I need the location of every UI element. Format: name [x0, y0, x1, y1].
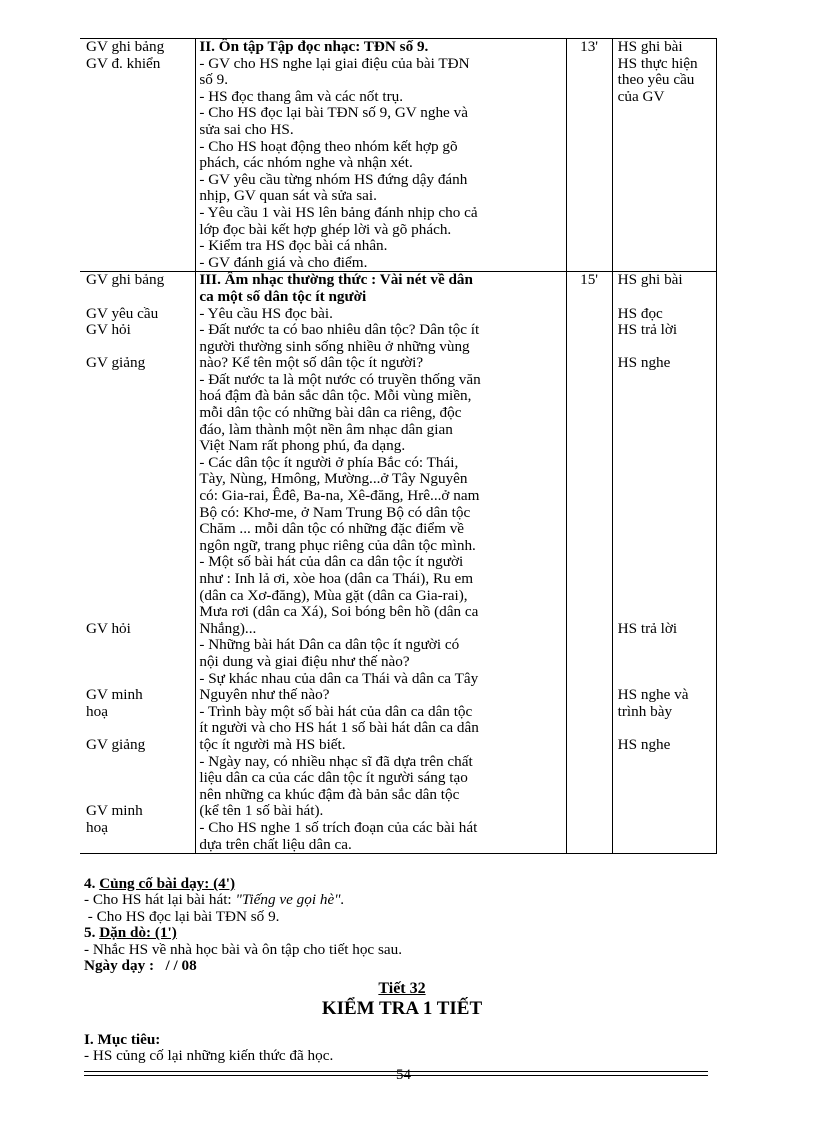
- content-line: Nhắng)...: [199, 619, 257, 637]
- spacer: [613, 637, 716, 654]
- student-activity-line: trình bày: [617, 702, 673, 720]
- content-line: - Ngày nay, có nhiều nhạc sĩ đã dựa trên chất: [199, 752, 473, 770]
- content-line: hoá đậm đà bản sắc dân tộc. Mỗi vùng miền,: [199, 387, 472, 405]
- spacer: [613, 388, 716, 405]
- student-activity-line: HS thực hiện: [617, 54, 698, 72]
- spacer: [613, 505, 716, 522]
- teacher-activity-line: GV giảng: [86, 735, 146, 753]
- content-line: như : Inh lả ơi, xòe hoa (dân ca Thái), Ru em: [199, 570, 474, 587]
- spacer: [613, 405, 716, 422]
- spacer: [613, 289, 716, 306]
- content-line: nội dung và giai điệu như thế nào?: [199, 652, 410, 670]
- spacer: [80, 554, 195, 571]
- spacer: [80, 637, 195, 654]
- spacer: [613, 554, 716, 571]
- spacer: [80, 720, 195, 737]
- content-line: - Cho HS nghe 1 số trích đoạn của các bài hát: [199, 818, 478, 836]
- content-line: Bộ có: Khơ-me, ở Nam Trung Bộ có dân tộc: [199, 503, 471, 521]
- table-row: [80, 39, 717, 272]
- content-line: - Những bài hát Dân ca dân tộc ít người có: [199, 636, 460, 654]
- consolidation-section: [84, 876, 714, 974]
- content-line: (dân ca Xơ-đăng), Mùa gặt (dân ca Gia-rai),: [199, 586, 468, 604]
- teacher-activity-line: GV hỏi: [86, 321, 131, 339]
- content-cell: [196, 39, 566, 272]
- student-activity-line: theo yêu cầu: [617, 71, 695, 89]
- spacer: [613, 604, 716, 621]
- content-line: nhịp, GV quan sát và sửa sai.: [199, 187, 377, 205]
- content-line: Việt Nam rất phong phú, đa dạng.: [199, 437, 406, 455]
- spacer: [613, 571, 716, 588]
- spacer: [613, 521, 716, 538]
- spacer: [613, 671, 716, 688]
- teacher-activity-line: GV ghi bảng: [86, 38, 165, 55]
- spacer: [80, 521, 195, 538]
- student-activity-line: của GV: [617, 87, 665, 105]
- spacer: [613, 339, 716, 356]
- content-line: - Một số bài hát của dân ca dân tộc ít người: [199, 553, 464, 571]
- content-line: - Sự khác nhau của dân ca Thái và dân ca Tây: [199, 669, 479, 687]
- content-line: lớp đọc bài kết hợp ghép lời và gõ phách.: [199, 220, 452, 238]
- teacher-activity-line: GV ghi bảng: [86, 271, 165, 289]
- spacer: [80, 388, 195, 405]
- content-line: Nguyên như thế nào?: [199, 686, 330, 704]
- spacer: [80, 604, 195, 621]
- content-line: ít người và cho HS hát 1 số bài hát dân ca dân: [199, 719, 479, 737]
- objective-line: - HS củng cố lại những kiến thức đã học.: [84, 1047, 334, 1065]
- spacer: [613, 488, 716, 505]
- teacher-activity-line: GV minh: [86, 686, 143, 704]
- spacer: [80, 588, 195, 605]
- section-5-heading: [84, 925, 714, 941]
- spacer: [80, 372, 195, 389]
- content-line: Tày, Nùng, Hmông, Mường...ở Tây Nguyên: [199, 470, 468, 488]
- spacer: [613, 538, 716, 555]
- content-line: - GV yêu cầu từng nhóm HS đứng dậy đánh: [199, 170, 468, 188]
- teacher-activity-line: hoạ: [86, 702, 108, 720]
- spacer: [613, 654, 716, 671]
- time-value: 13': [580, 38, 599, 55]
- spacer: [80, 538, 195, 555]
- content-line: - GV đánh giá và cho điểm.: [199, 253, 368, 271]
- spacer: [80, 770, 195, 787]
- student-activity-line: HS nghe và: [617, 686, 689, 704]
- table-row: [80, 272, 717, 854]
- teacher-activity-cell: [80, 39, 196, 272]
- student-activity-line: HS đọc: [617, 304, 663, 322]
- content-line: - HS đọc thang âm và các nốt trụ.: [199, 87, 404, 105]
- objective-heading: I. Mục tiêu:: [84, 1031, 161, 1048]
- section-number: 4.: [84, 875, 100, 892]
- song-title: "Tiếng ve gọi hè".: [235, 891, 345, 909]
- spacer: [80, 488, 195, 505]
- spacer: [80, 339, 195, 356]
- spacer: [80, 422, 195, 439]
- spacer: [613, 438, 716, 455]
- section-number: 5.: [84, 924, 100, 942]
- student-activity-line: HS nghe: [617, 735, 671, 753]
- section-title: III. Âm nhạc thường thức : Vài nét về dân: [199, 271, 473, 289]
- content-line: - Kiểm tra HS đọc bài cá nhân.: [199, 237, 388, 255]
- lesson-heading: [80, 980, 724, 1020]
- section-4-line: [84, 892, 714, 908]
- content-line: - Các dân tộc ít người ở phía Bắc có: Thái,: [199, 453, 459, 471]
- content-line: Chăm ... mỗi dân tộc có những đặc điểm về: [199, 520, 465, 538]
- spacer: [80, 654, 195, 671]
- page-number: 54: [396, 1067, 411, 1083]
- student-activity-cell: [612, 272, 716, 854]
- content-line: phách, các nhóm nghe và nhận xét.: [199, 154, 413, 172]
- student-activity-line: HS nghe: [617, 354, 671, 372]
- section-title: ca một số dân tộc ít người: [199, 287, 367, 305]
- content-line: - Yêu cầu HS đọc bài.: [199, 304, 333, 322]
- content-line: (kể tên 1 số bài hát).: [199, 802, 324, 820]
- content-line: liệu dân ca của các dân tộc ít người sáng tạo: [199, 769, 468, 787]
- content-line: tộc ít người mà HS biết.: [199, 735, 346, 753]
- content-line: - Đất nước ta có bao nhiêu dân tộc? Dân tộc ít: [199, 321, 480, 339]
- spacer: [613, 720, 716, 737]
- content-line: - GV cho HS nghe lại giai điệu của bài TĐN: [199, 54, 470, 72]
- section-4-heading: [84, 876, 714, 892]
- spacer: [80, 289, 195, 306]
- content-line: ngôn ngữ, trang phục riêng của dân tộc mình.: [199, 536, 476, 554]
- time-cell: [566, 272, 612, 854]
- spacer: [613, 422, 716, 439]
- spacer: [613, 588, 716, 605]
- time-cell: [566, 39, 612, 272]
- student-activity-line: HS trả lời: [617, 619, 678, 637]
- content-line: có: Gia-rai, Êđê, Ba-na, Xê-đăng, Hrê...ở nam: [199, 487, 480, 505]
- lesson-title: KIỂM TRA 1 TIẾT: [321, 998, 483, 1019]
- content-line: dựa trên chất liệu dân ca.: [199, 835, 352, 853]
- content-line: đáo, làm thành một nền âm nhạc dân gian: [199, 420, 453, 438]
- section-title: Dặn dò: (1'): [99, 924, 177, 942]
- spacer: [80, 571, 195, 588]
- content-line: sửa sai cho HS.: [199, 120, 294, 138]
- period-number: Tiết 32: [378, 980, 426, 997]
- content-line: - Đất nước ta là một nước có truyền thống văn: [199, 370, 481, 388]
- student-activity-cell: [612, 39, 716, 272]
- content-line: Mưa rơi (dân ca Xá), Soi bóng bên hồ (dân ca: [199, 603, 479, 621]
- section-title: Củng cố bài dạy: (4'): [99, 875, 236, 892]
- spacer: [80, 405, 195, 422]
- teacher-activity-line: GV yêu cầu: [86, 304, 159, 322]
- teacher-activity-line: GV minh: [86, 802, 143, 820]
- student-activity-line: HS ghi bài: [617, 38, 683, 55]
- content-cell: [196, 272, 566, 854]
- spacer: [80, 754, 195, 771]
- date-value: / / 08: [165, 957, 197, 975]
- spacer: [613, 455, 716, 472]
- time-value: 15': [580, 271, 599, 289]
- content-line: mỗi dân tộc có những bài dân ca riêng, độc: [199, 404, 462, 422]
- teacher-activity-line: GV giảng: [86, 354, 146, 372]
- section-5-line: - Nhắc HS về nhà học bài và ôn tập cho tiết học sau.: [84, 940, 402, 958]
- page-content: [80, 38, 710, 854]
- objectives-section: [84, 1032, 714, 1065]
- spacer: [80, 471, 195, 488]
- teacher-activity-cell: [80, 272, 196, 854]
- teacher-activity-line: GV đ. khiển: [86, 54, 161, 72]
- content-line: người thường sinh sống nhiều ở những vùng: [199, 337, 470, 355]
- content-line: - Cho HS hoạt động theo nhóm kết hợp gõ: [199, 137, 458, 155]
- spacer: [80, 438, 195, 455]
- teacher-activity-line: hoạ: [86, 818, 108, 836]
- section-title: II. Ôn tập Tập đọc nhạc: TĐN số 9.: [199, 38, 429, 55]
- spacer: [80, 787, 195, 804]
- student-activity-line: HS trả lời: [617, 321, 678, 339]
- section-4-line: - Cho HS đọc lại bài TĐN số 9.: [84, 907, 280, 925]
- spacer: [613, 372, 716, 389]
- student-activity-line: HS ghi bài: [617, 271, 683, 289]
- content-line: số 9.: [199, 71, 229, 89]
- content-line: - Cho HS đọc lại bài TĐN số 9, GV nghe và: [199, 104, 468, 122]
- spacer: [613, 471, 716, 488]
- text: - Cho HS hát lại bài hát:: [84, 891, 236, 909]
- content-line: nào? Kể tên một số dân tộc ít người?: [199, 354, 424, 372]
- content-line: nên những ca khúc đậm đà bản sắc dân tộc: [199, 785, 460, 803]
- content-line: - Yêu cầu 1 vài HS lên bảng đánh nhịp cho cả: [199, 203, 478, 221]
- content-line: - Trình bày một số bài hát của dân ca dân tộc: [199, 702, 473, 720]
- teaching-date: [84, 958, 714, 974]
- lesson-plan-table: [80, 38, 717, 854]
- teacher-activity-line: GV hỏi: [86, 619, 131, 637]
- spacer: [80, 671, 195, 688]
- spacer: [80, 455, 195, 472]
- spacer: [80, 505, 195, 522]
- date-label: Ngày dạy :: [84, 957, 155, 975]
